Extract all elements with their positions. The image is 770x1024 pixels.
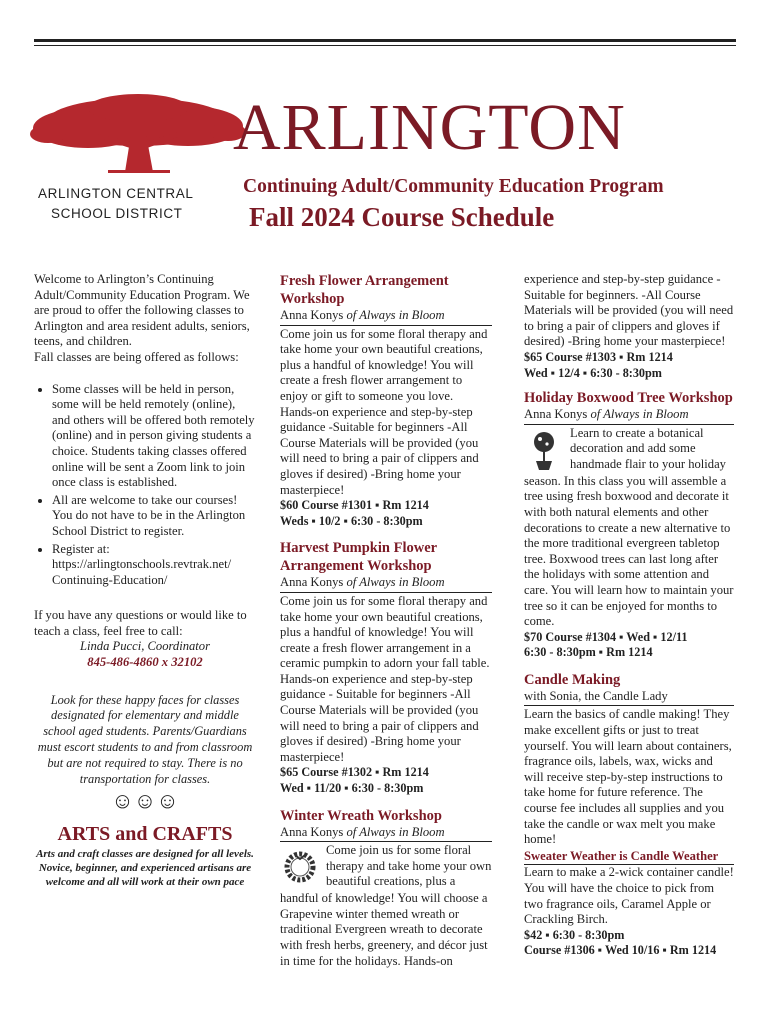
district-name	[38, 184, 208, 224]
course-desc: Learn the basics of candle making! They make excellent gifts or just to treat yourself. You will learn about containers, fragrance oils, labels, wax, wicks and will receive step-by-step instructions to take home for future reference. The course fee includes all supplies and you take the candle or wax melt you make home!	[524, 707, 732, 847]
course-date-info: Weds ▪ 10/2 ▪ 6:30 - 8:30pm	[280, 513, 423, 528]
course-fresh-flower	[280, 272, 492, 529]
top-rule-thin	[34, 45, 736, 46]
course-price-info: $60 Course #1301 ▪ Rm 1214	[280, 498, 429, 513]
course-instructor	[524, 407, 734, 425]
course-title: Fresh Flower Arrangement Workshop	[280, 273, 449, 307]
instructor-business: of Always in Bloom	[346, 575, 445, 590]
top-rule-thick	[34, 39, 736, 42]
wreath-icon	[280, 845, 320, 889]
course-instructor	[280, 575, 492, 593]
district-line1: ARLINGTON CENTRAL	[38, 186, 194, 201]
instructor-business: of Always in Bloom	[590, 407, 689, 422]
welcome-text: Welcome to Arlington’s Continuing Adult/Community Education Program. We are proud to offer the following classes to Arlington and area resident adults, seniors, teens, and children.	[34, 272, 250, 349]
coordinator-name: Linda Pucci, Coordinator	[79, 639, 211, 654]
contact-intro: If you have any questions or would like to teach a class, feel free to call:	[34, 608, 247, 638]
course-desc: handful of knowledge! You will choose a Grapevine winter themed wreath or traditional Evergreen wreath to decorate with fresh herbs, greenery, and décor just in time for the holidays. Hands-on	[280, 891, 488, 968]
season-title: Fall 2024 Course Schedule	[249, 202, 555, 232]
course-price-info: $65 Course #1302 ▪ Rm 1214	[280, 765, 429, 780]
course-sub-desc: Learn to make a 2-wick container candle! You will have the choice to pick from two fragrance oils, Caramel Apple or Crackling Birch.	[524, 865, 734, 927]
instructor-business: of Always in Bloom	[346, 308, 445, 322]
course-desc-intro: Learn to create a botanical decoration and add some handmade flair to your holiday	[570, 425, 726, 471]
course-desc: Come join us for some floral therapy and take home your own beautiful creations, plus a handful of knowledge! You will create a fresh flower arrangement in a ceramic pumpkin to adorn your fall table. Hands-on experience and step-by-step guidance - Suitable for beginners -All Course Materials will be provided (you will need to bring a pair of clippers and gloves if desired) -Bring home your masterpiece!	[280, 593, 490, 764]
course-desc: season. In this class you will assemble a tree using fresh boxwood and decorate it with both natural elements and other decorations to create a new alternative to the more traditional evergreen tabletop tree. Boxwood trees can last long after the holidays with some attention and care. You will learn how to maintain your tree so it can be enjoyed for months to come.	[524, 473, 734, 629]
arts-crafts-heading: ARTS and CRAFTS	[57, 823, 233, 846]
course-date-info: Course #1306 ▪ Wed 10/16 ▪ Rm 1214	[524, 943, 717, 958]
column-courses-2	[524, 272, 734, 959]
instructor-name: Anna Konys	[524, 407, 588, 422]
course-subtitle: Sweater Weather is Candle Weather	[524, 849, 734, 866]
course-price-info: $42 ▪ 6:30 - 8:30pm	[524, 927, 625, 942]
course-instructor	[280, 308, 492, 326]
course-price-info: $70 Course #1304 ▪ Wed ▪ 12/11	[524, 629, 688, 644]
course-date-info: Wed ▪ 12/4 ▪ 6:30 - 8:30pm	[524, 365, 662, 380]
course-boxwood	[524, 389, 734, 661]
course-date-info: Wed ▪ 11/20 ▪ 6:30 - 8:30pm	[280, 781, 424, 796]
happy-faces-icon: ☺☺☺	[111, 788, 179, 814]
course-pumpkin	[280, 539, 492, 796]
column-intro	[34, 272, 256, 889]
program-subtitle: Continuing Adult/Community Education Program	[243, 176, 664, 197]
course-title: Harvest Pumpkin Flower Arrangement Workshop	[280, 540, 437, 575]
course-title: Candle Making	[524, 671, 621, 688]
boxwood-tree-icon	[524, 428, 564, 472]
course-desc-intro: Come join us for some floral therapy and take home your own beautiful creations, plus a	[326, 843, 492, 889]
list-item: • Some classes will be held in person, some will be held remotely (online), and others will be offered both remotely (online) and in person giving students a choice. Students taking classes offered online will be sent a Zoom link to join once class is established.	[52, 382, 256, 491]
info-list	[34, 382, 256, 589]
course-desc: Come join us for some floral therapy and take home your own beautiful creations, plus a handful of knowledge! You will create a fresh flower arrangement to enjoy or gift to someone you love. Hands-on experience and step-by-step guidance -Suitable for beginners -All Course Materials will be provided (you will need to bring a pair of clippers and gloves if desired) -Bring home your masterpiece!	[280, 326, 488, 497]
happy-faces-note: Look for these happy faces for classes designated for elementary and middle school aged students. Parents/Guardians must escort students to and from classroom but are not required to stay. There is no transportation for classes.	[37, 692, 253, 786]
offered-text: Fall classes are being offered as follows:	[34, 349, 239, 364]
course-candle	[524, 671, 734, 959]
course-date-info: 6:30 - 8:30pm ▪ Rm 1214	[524, 645, 653, 660]
page-title: ARLINGTON	[233, 91, 626, 164]
course-title: Winter Wreath Workshop	[280, 807, 442, 824]
course-instructor	[280, 825, 492, 843]
course-price-info: $65 Course #1303 ▪ Rm 1214	[524, 349, 673, 364]
instructor-name: Anna Konys	[280, 824, 344, 839]
list-item: • All are welcome to take our courses! You do not have to be in the Arlington School District to register.	[52, 493, 256, 540]
course-desc-continued: experience and step-by-step guidance - Suitable for beginners. -All Course Materials will be provided (you will need to bring a pair of clippers and gloves if desired) -Bring home your masterpiece!	[524, 272, 734, 349]
course-wreath	[280, 807, 492, 970]
list-item[interactable]: • Register at: https://arlingtonschools.revtrak.net/ Continuing-Education/	[52, 542, 256, 589]
column-courses-1	[280, 272, 492, 969]
instructor-name: Anna Konys	[280, 575, 344, 590]
instructor-business: of Always in Bloom	[346, 824, 445, 839]
course-instructor: with Sonia, the Candle Lady	[524, 689, 734, 707]
course-title: Holiday Boxwood Tree Workshop	[524, 390, 733, 407]
oak-tree-logo	[28, 94, 248, 174]
instructor-name: Anna Konys	[280, 308, 344, 322]
phone-number[interactable]: 845-486-4860 x 32102	[87, 655, 203, 670]
district-line2: SCHOOL DISTRICT	[51, 206, 183, 221]
arts-crafts-desc: Arts and craft classes are designed for all levels. Novice, beginner, and experienced artisans are welcome and all will work at their own pace	[36, 847, 254, 888]
